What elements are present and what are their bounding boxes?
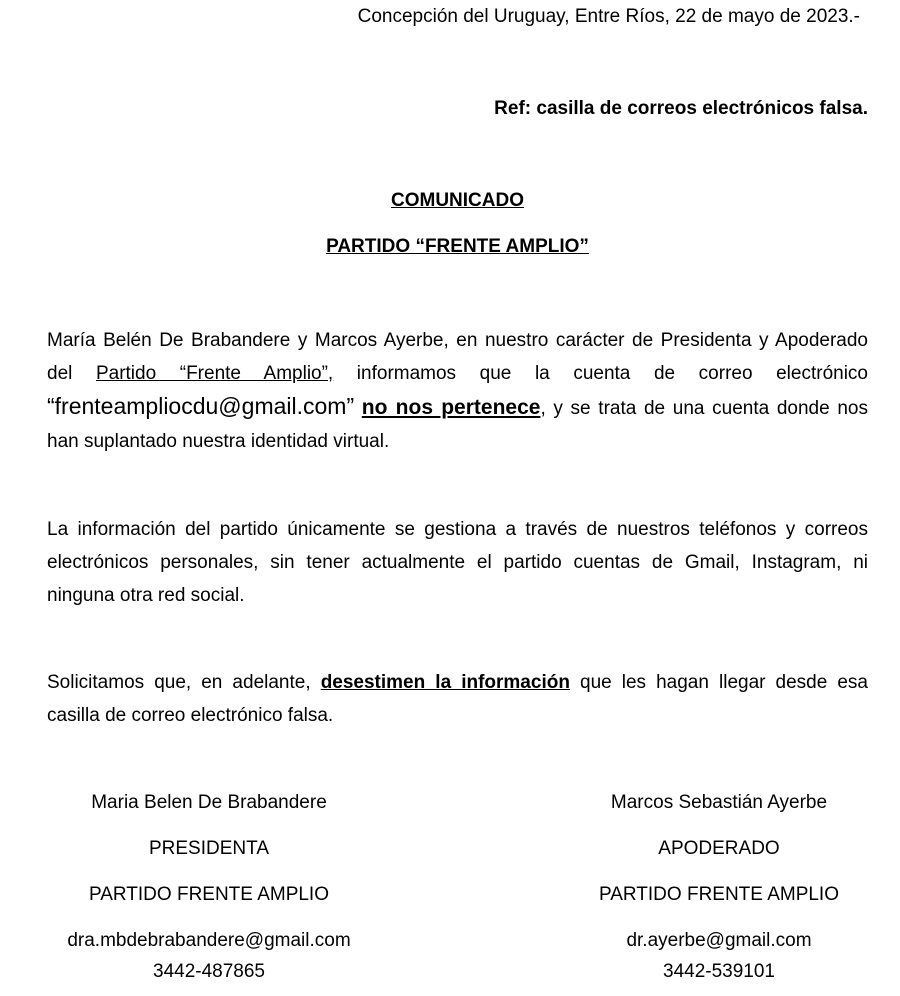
disregard-emphasis: desestimen la información — [320, 672, 570, 693]
signatory-email: dr.ayerbe@gmail.com — [626, 930, 812, 951]
signatory-phone: 3442-539101 — [663, 961, 775, 982]
fake-email-address: “frenteampliocdu@gmail.com” — [47, 393, 355, 419]
reference-line: Ref: casilla de correos electrónicos falsa. — [494, 98, 868, 119]
signatory-party: PARTIDO FRENTE AMPLIO — [598, 884, 839, 905]
p1-text-4: , y se trata de una cuenta donde nos han suplantado nuestra identidad virtual. — [47, 398, 868, 452]
p1-text-2: informamos que la cuenta de correo electrónico — [333, 363, 869, 384]
signatory-role: APODERADO — [658, 838, 780, 859]
not-ours-emphasis: no nos pertenece — [361, 396, 541, 419]
signatory-name: Marcos Sebastián Ayerbe — [610, 792, 828, 813]
communique-title: COMUNICADO — [391, 190, 524, 211]
p1-text-3 — [354, 398, 362, 419]
signature-block-attorney — [560, 780, 878, 988]
signatory-party: PARTIDO FRENTE AMPLIO — [88, 884, 329, 905]
signatory-name: Maria Belen De Brabandere — [91, 792, 327, 813]
p3-text-1: Solicitamos que, en adelante, — [47, 672, 321, 693]
p1-text-1: María Belén De Brabandere y Marcos Ayerbe, en nuestro carácter de Presidenta y Apoderado del — [47, 330, 868, 384]
paragraph-account-notice — [47, 324, 868, 458]
p3-text-2: que les hagan llegar desde esa casilla de correo electrónico falsa. — [47, 672, 868, 726]
date-line: Concepción del Uruguay, Entre Ríos, 22 de mayo de 2023.- — [357, 6, 860, 27]
paragraph-info-channels: La información del partido únicamente se gestiona a través de nuestros teléfonos y correos electrónicos personales, sin tener actualmente el partido cuentas de Gmail, Instagram, ni ninguna otra red social. — [47, 519, 868, 606]
signature-block-president — [50, 780, 368, 988]
party-name-underlined: Partido “Frente Amplio”, — [95, 363, 334, 384]
signatory-email: dra.mbdebrabandere@gmail.com — [67, 930, 351, 951]
signatory-phone: 3442-487865 — [153, 961, 265, 982]
paragraph-request — [47, 666, 868, 732]
party-title: PARTIDO “FRENTE AMPLIO” — [326, 236, 589, 257]
signatory-role: PRESIDENTA — [148, 838, 269, 859]
